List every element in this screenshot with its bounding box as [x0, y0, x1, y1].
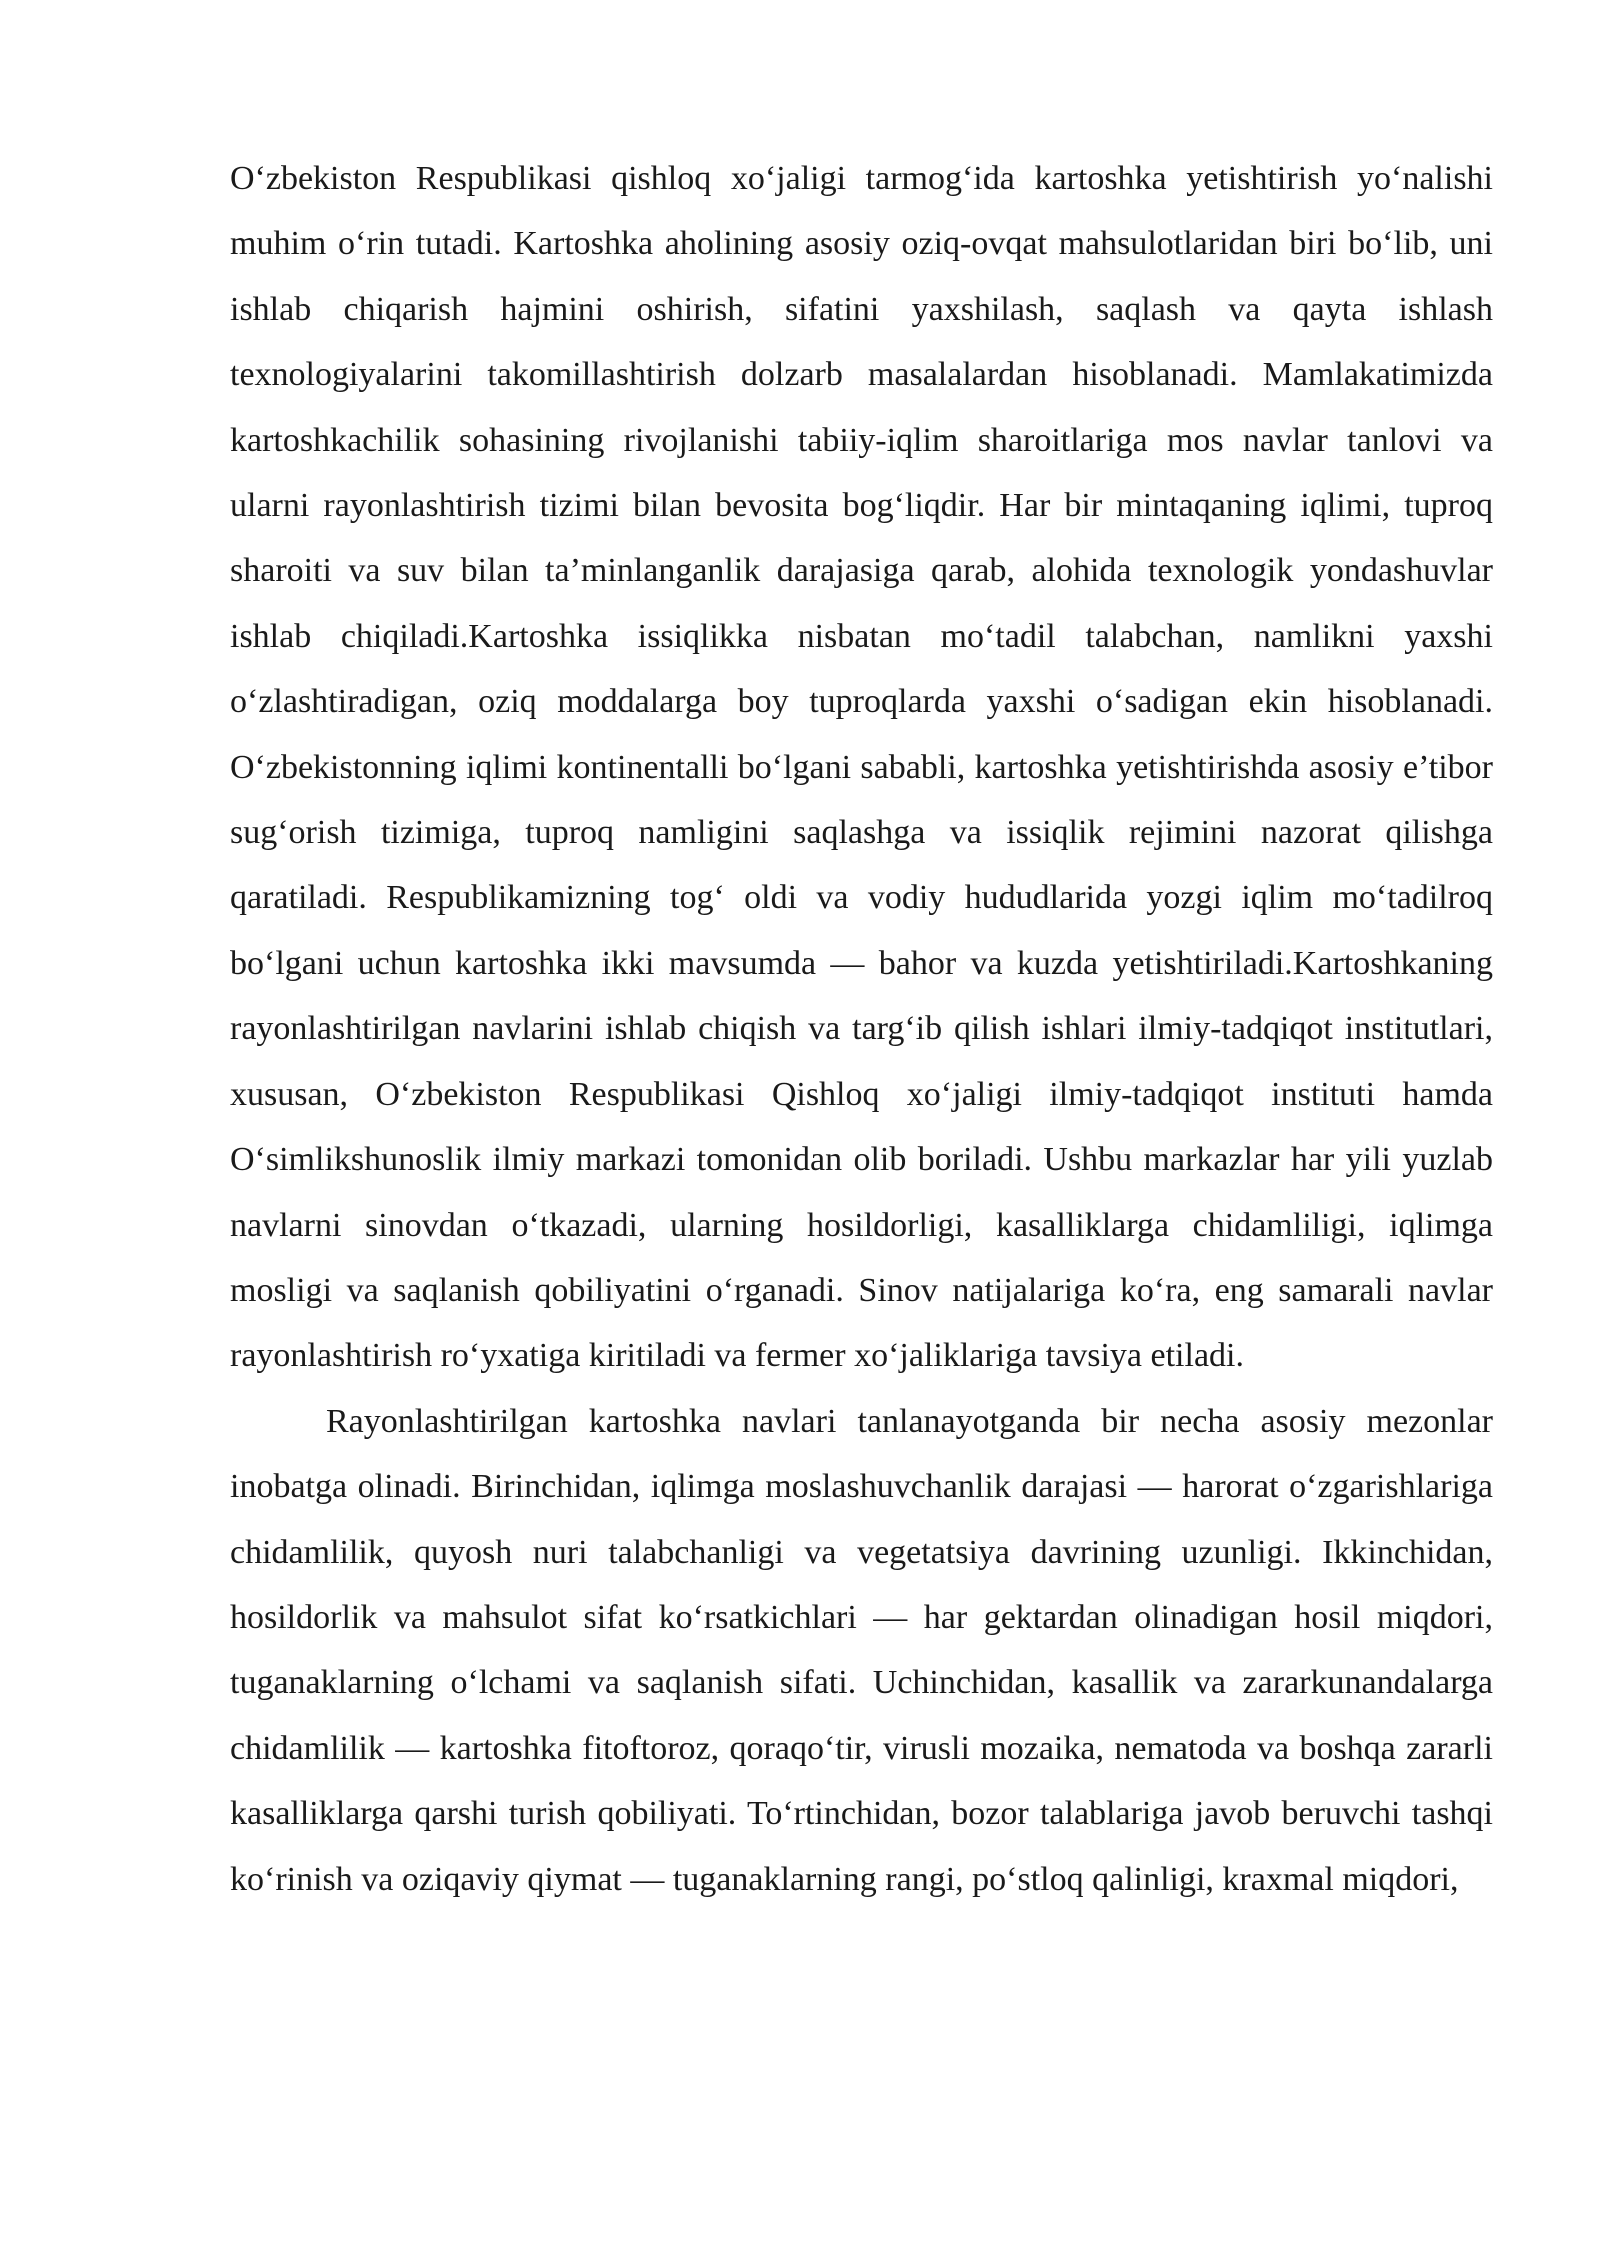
- paragraph-1: O‘zbekiston Respublikasi qishloq xo‘jaligi tarmog‘ida kartoshka yetishtirish yo‘nalishi muhim o‘rin tutadi. Kartoshka aholining asosiy oziq-ovqat mahsulotlaridan biri bo‘lib, uni ishlab chiqarish hajmini oshirish, sifatini yaxshilash, saqlash va qayta ishlash texnologiyalarini takomillashtirish dolzarb masalalardan hisoblanadi. Mamlakatimizda kartoshkachilik sohasining rivojlanishi tabiiy-iqlim sharoitlariga mos navlar tanlovi va ularni rayonlashtirish tizimi bilan bevosita bog‘liqdir. Har bir mintaqaning iqlimi, tuproq sharoiti va suv bilan ta’minlanganlik darajasiga qarab, alohida texnologik yondashuvlar ishlab chiqiladi.Kartoshka issiqlikka nisbatan mo‘tadil talabchan, namlikni yaxshi o‘zlashtiradigan, oziq moddalarga boy tuproqlarda yaxshi o‘sadigan ekin hisoblanadi. O‘zbekistonning iqlimi kontinentalli bo‘lgani sababli, kartoshka yetishtirishda asosiy e’tibor sug‘orish tizimiga, tuproq namligini saqlashga va issiqlik rejimini nazorat qilishga qaratiladi. Respublikamizning tog‘ oldi va vodiy hududlarida yozgi iqlim mo‘tadilroq bo‘lgani uchun kartoshka ikki mavsumda — bahor va kuzda yetishtiriladi.Kartoshkaning rayonlashtirilgan navlarini ishlab chiqish va targ‘ib qilish ishlari ilmiy-tadqiqot institutlari, xususan, O‘zbekiston Respublikasi Qishloq xo‘jaligi ilmiy-tadqiqot instituti hamda O‘simlikshunoslik ilmiy markazi tomonidan olib boriladi. Ushbu markazlar har yili yuzlab navlarni sinovdan o‘tkazadi, ularning hosildorligi, kasalliklarga chidamliligi, iqlimga mosligi va saqlanish qobiliyatini o‘rganadi. Sinov natijalariga ko‘ra, eng samarali navlar rayonlashtirish ro‘yxatiga kiritiladi va fermer xo‘jaliklariga tavsiya etiladi.: [230, 160, 1493, 1375]
- paragraph-2: Rayonlashtirilgan kartoshka navlari tanlanayotganda bir necha asosiy mezonlar inobatga olinadi. Birinchidan, iqlimga moslashuvchanlik darajasi — harorat o‘zgarishlariga chidamlilik, quyosh nuri talabchanligi va vegetatsiya davrining uzunligi. Ikkinchidan, hosildorlik va mahsulot sifat ko‘rsatkichlari — har gektardan olinadigan hosil miqdori, tuganaklarning o‘lchami va saqlanish sifati. Uchinchidan, kasallik va zararkunandalarga chidamlilik — kartoshka fitoftoroz, qoraqo‘tir, virusli mozaika, nematoda va boshqa zararli kasalliklarga qarshi turish qobiliyati. To‘rtinchidan, bozor talablariga javob beruvchi tashqi ko‘rinish va oziqaviy qiymat — tuganaklarning rangi, po‘stloq qalinligi, kraxmal miqdori,: [230, 1402, 1493, 1898]
- document-body: [230, 146, 1493, 1912]
